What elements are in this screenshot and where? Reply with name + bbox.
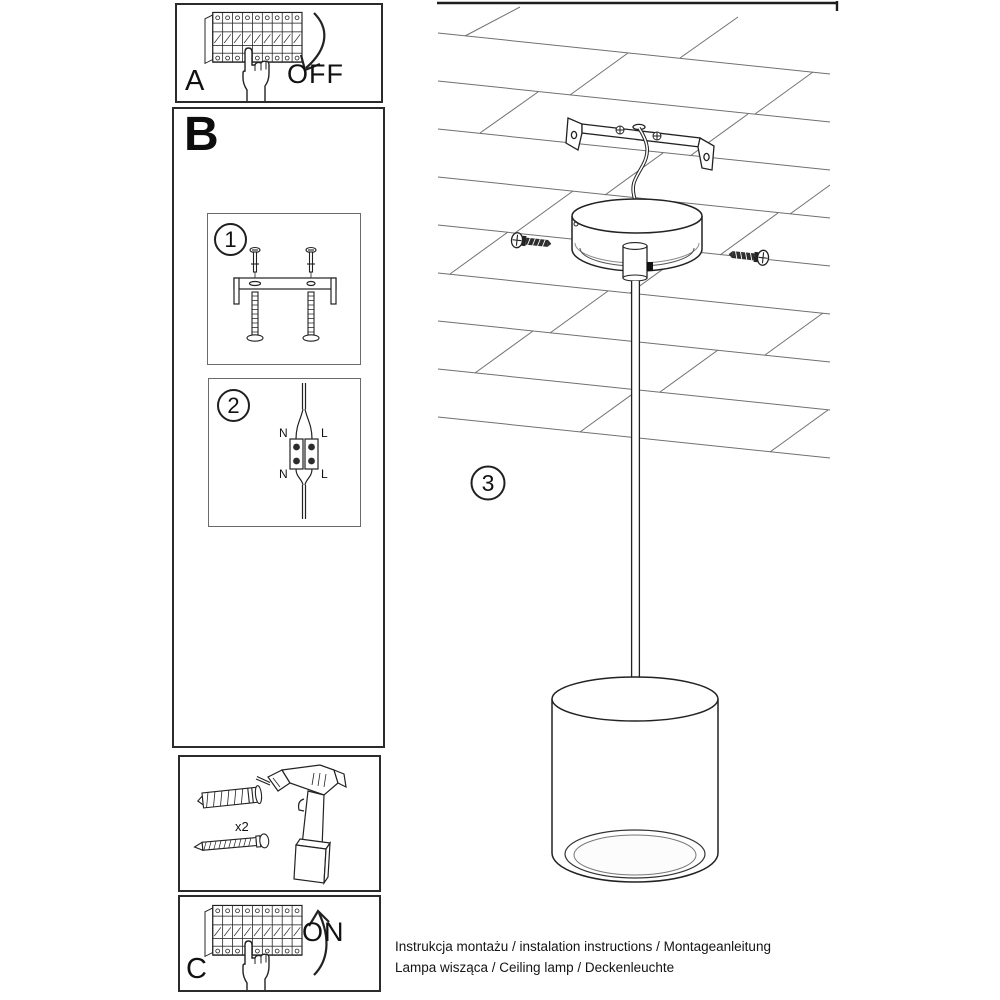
step-3-number: 3 xyxy=(481,470,495,496)
ceiling-lamp-illustration xyxy=(420,0,1000,935)
wire-label-l-bottom: L xyxy=(321,467,328,481)
step-1-box xyxy=(207,213,361,365)
anchor-quantity-label: x2 xyxy=(235,819,249,834)
wall-anchor-icon xyxy=(247,292,263,341)
breaker-panel-icon xyxy=(205,905,302,956)
ceiling-edge-line xyxy=(437,1,838,11)
suspension-rod xyxy=(632,281,640,680)
step-2-number: 2 xyxy=(227,392,240,418)
screw-icon-right xyxy=(728,247,769,266)
bracket-screw-icon xyxy=(653,132,661,140)
section-b-label: B xyxy=(184,108,219,161)
switch-off-label: OFF xyxy=(287,59,344,89)
step-c-label: C xyxy=(186,953,207,985)
bracket-screw-icon xyxy=(616,126,624,134)
wiring-diagram-icon xyxy=(290,383,318,519)
wire-label-l-top: L xyxy=(321,426,328,440)
wire-label-n-bottom: N xyxy=(279,467,288,481)
drill-icon xyxy=(256,765,346,883)
footer-line-2: Lampa wisząca / Ceiling lamp / Deckenleuchte xyxy=(395,960,675,975)
mounting-screw-icon xyxy=(250,248,260,279)
mounting-bracket-icon xyxy=(566,118,714,170)
step-a-box xyxy=(175,3,383,103)
bracket-icon xyxy=(234,278,336,304)
step-1-badge xyxy=(214,223,247,256)
footer-text xyxy=(395,936,771,978)
mounting-screw-icon xyxy=(306,248,316,279)
step-c-box xyxy=(178,895,381,992)
step-3-badge xyxy=(472,467,505,500)
step-a-label: A xyxy=(185,65,205,97)
step-2-badge xyxy=(217,389,250,422)
wood-screw-icon xyxy=(194,834,269,854)
footer-line-1: Instrukcja montażu / instalation instructions / Montageanleitung xyxy=(395,939,771,954)
tools-box xyxy=(178,755,381,892)
switch-on-label: ON xyxy=(302,917,345,947)
step-2-box xyxy=(208,378,361,527)
wall-anchor-icon xyxy=(303,292,319,341)
lampshade xyxy=(552,677,718,882)
step-1-number: 1 xyxy=(224,226,237,252)
wall-plug-icon xyxy=(197,785,263,810)
breaker-panel-icon xyxy=(205,12,302,63)
wire-label-n-top: N xyxy=(279,426,288,440)
